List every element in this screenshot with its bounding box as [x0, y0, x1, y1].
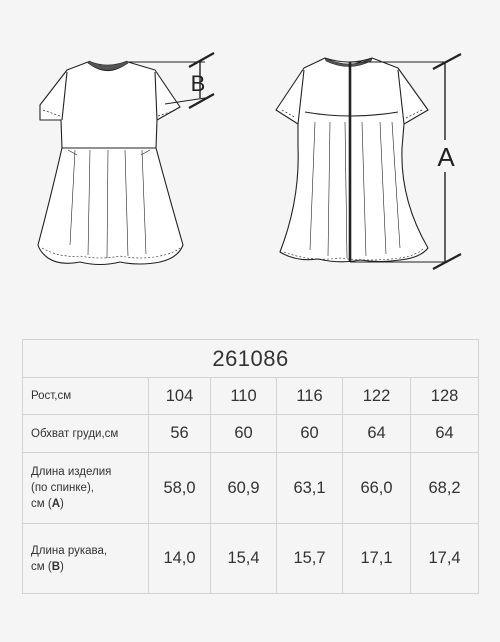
row-label-chest: Обхват груди,см [23, 415, 149, 453]
table-cell: 17,4 [411, 524, 479, 594]
table-cell: 66,0 [343, 453, 411, 524]
table-cell: 60 [211, 415, 277, 453]
row-label-length [23, 453, 149, 524]
table-cell: 64 [343, 415, 411, 453]
table-cell: 58,0 [149, 453, 211, 524]
label-line: Длина изделия [31, 466, 112, 478]
front-measure-label: B [190, 71, 206, 96]
row-label-height: Рост,см [23, 378, 149, 415]
table-row [23, 453, 479, 524]
measure-letter: B [51, 560, 60, 573]
size-table [22, 339, 479, 594]
table-cell: 63,1 [277, 453, 343, 524]
label-line: см ( [31, 560, 52, 573]
label-line: (по спинке), [31, 482, 94, 494]
label-line: Длина рукава, [31, 544, 108, 557]
label-line: см ( [31, 498, 52, 510]
table-cell: 15,4 [211, 524, 277, 594]
table-cell: 122 [343, 378, 411, 415]
table-cell: 17,1 [343, 524, 411, 594]
table-cell: 110 [211, 378, 277, 415]
table-cell: 128 [411, 378, 479, 415]
table-row [23, 378, 479, 415]
table-cell: 14,0 [149, 524, 211, 594]
measure-letter: A [51, 498, 60, 510]
back-view-drawing [276, 58, 428, 262]
table-row [23, 524, 479, 594]
table-cell: 64 [411, 415, 479, 453]
table-title-row [23, 340, 479, 378]
back-measure-label: A [437, 142, 455, 172]
table-cell: 60 [277, 415, 343, 453]
table-cell: 104 [149, 378, 211, 415]
garment-sketches [0, 0, 500, 300]
table-row [23, 415, 479, 453]
table-cell: 60,9 [211, 453, 277, 524]
label-end: ) [60, 498, 64, 510]
table-cell: 68,2 [411, 453, 479, 524]
table-cell: 15,7 [277, 524, 343, 594]
label-end: ) [60, 560, 64, 573]
article-number: 261086 [23, 340, 479, 378]
row-label-sleeve [23, 524, 149, 594]
table-cell: 56 [149, 415, 211, 453]
front-view-drawing [38, 61, 183, 265]
table-cell: 116 [277, 378, 343, 415]
